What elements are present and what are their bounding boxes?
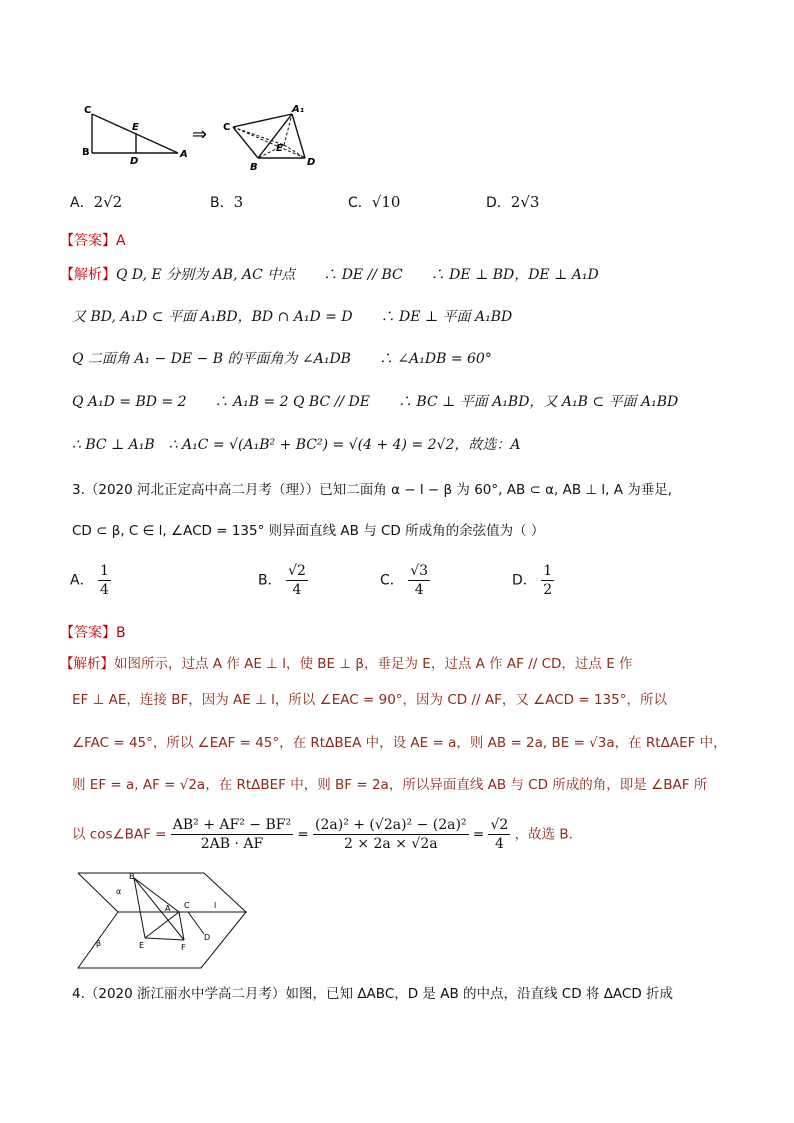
tetrahedron (233, 114, 305, 158)
fig3-label-beta: β (96, 939, 102, 948)
label-d: D (130, 156, 139, 167)
label-d2: D (307, 157, 316, 168)
q3-option-d: D． $\frac{1}{2}$ (512, 563, 553, 598)
q2-option-c: C．√10 (348, 193, 401, 211)
fold-figure (78, 100, 338, 175)
q3-analysis-line-1: 【解析】如图所示，过点 A 作 AE ⊥ l，使 BE ⊥ β，垂足为 E，过点 A 作 AF // CD，过点 E 作 (60, 656, 633, 672)
fig3-label-a: A (165, 904, 171, 913)
q2-option-a: A．2√2 (70, 193, 123, 211)
q3-option-b: B． $\frac{√2}{4}$ (258, 563, 306, 598)
fig3-label-d: D (204, 933, 211, 942)
q2-answer: 【答案】A (60, 233, 126, 249)
q2-analysis-line-5: ∴ BC ⊥ A₁B ∴ A₁C = √(A₁B² + BC²) = √(4 + 4) = 2√2，故选：A (72, 437, 521, 453)
q3-option-c: C． $\frac{√3}{4}$ (380, 563, 429, 598)
q3-cos-formula: 以 cos∠BAF = $\frac{\text{AB² + AF² − BF²}}{2AB \cdot AF}$ = $\frac{\text{(2a)² + (√2a)² − (2a)²}}{2 \times 2a \times √2a}$ = $\frac{√2}{4}$ ，故选 B． (72, 817, 583, 852)
q2-option-b: B．3 (210, 193, 244, 211)
q3-answer: 【答案】B (60, 625, 126, 641)
q3-analysis-line-4: 则 EF = a, AF = √2a，在 RtΔBEF 中，则 BF = 2a，所以异面直线 AB 与 CD 所成的角，即是 ∠BAF 所 (72, 777, 708, 793)
q2-analysis-line-1: 【解析】Q D, E 分别为 AB, AC 中点 ∴ DE // BC ∴ DE ⊥ BD，DE ⊥ A₁D (60, 267, 599, 283)
label-e2: E (276, 143, 283, 154)
label-b: B (82, 147, 90, 158)
label-c: C (84, 105, 92, 116)
q2-analysis-line-2: 又 BD, A₁D ⊂ 平面 A₁BD，BD ∩ A₁D = D ∴ DE ⊥ 平面 A₁BD (72, 309, 513, 325)
q2-analysis-line-3: Q 二面角 A₁ − DE − B 的平面角为 ∠A₁DB ∴ ∠A₁DB = 60° (72, 351, 492, 367)
label-a: A (180, 149, 188, 160)
fig3-label-l: l (214, 901, 217, 910)
tri-side-ca (92, 114, 178, 153)
q2-option-d: D．2√3 (486, 193, 540, 211)
q3-option-a: A． $\frac{1}{4}$ (70, 563, 109, 598)
q3-analysis-line-2: EF ⊥ AE，连接 BF，因为 AE ⊥ l，所以 ∠EAC = 90°，因为 CD // AF，又 ∠ACD = 135°，所以 (72, 692, 667, 708)
fig3-label-e: E (139, 941, 145, 950)
fig3-label-f: F (181, 943, 186, 952)
label-a1: A₁ (292, 104, 305, 115)
fig3-label-b: B (129, 872, 135, 881)
label-b2: B (250, 162, 258, 173)
fig3-label-c: C (184, 901, 190, 910)
fig3-label-alpha: α (116, 887, 122, 896)
q2-analysis-line-4: Q A₁D = BD = 2 ∴ A₁B = 2 Q BC // DE ∴ BC ⊥ 平面 A₁BD，又 A₁B ⊂ 平面 A₁BD (72, 394, 679, 410)
q4-stem: 4.（2020 浙江丽水中学高二月考）如图，已知 ΔABC，D 是 AB 的中点，沿直线 CD 将 ΔACD 折成 (72, 986, 674, 1002)
q3-stem-line-2: CD ⊂ β, C ∈ l, ∠ACD = 135° 则异面直线 AB 与 CD 所成角的余弦值为（ ） (72, 523, 545, 539)
label-e: E (132, 122, 139, 133)
fold-arrow-icon: ⇒ (192, 124, 208, 145)
q3-stem-line-1: 3.（2020 河北正定高中高二月考（理））已知二面角 α − l − β 为 60°, AB ⊂ α, AB ⊥ l, A 为垂足, (72, 482, 673, 498)
dihedral-figure (76, 870, 251, 972)
q3-analysis-line-3: ∠FAC = 45°，所以 ∠EAF = 45°，在 RtΔBEA 中，设 AE = a，则 AB = 2a, BE = √3a，在 RtΔAEF 中， (72, 735, 727, 751)
label-c2: C (223, 122, 231, 133)
